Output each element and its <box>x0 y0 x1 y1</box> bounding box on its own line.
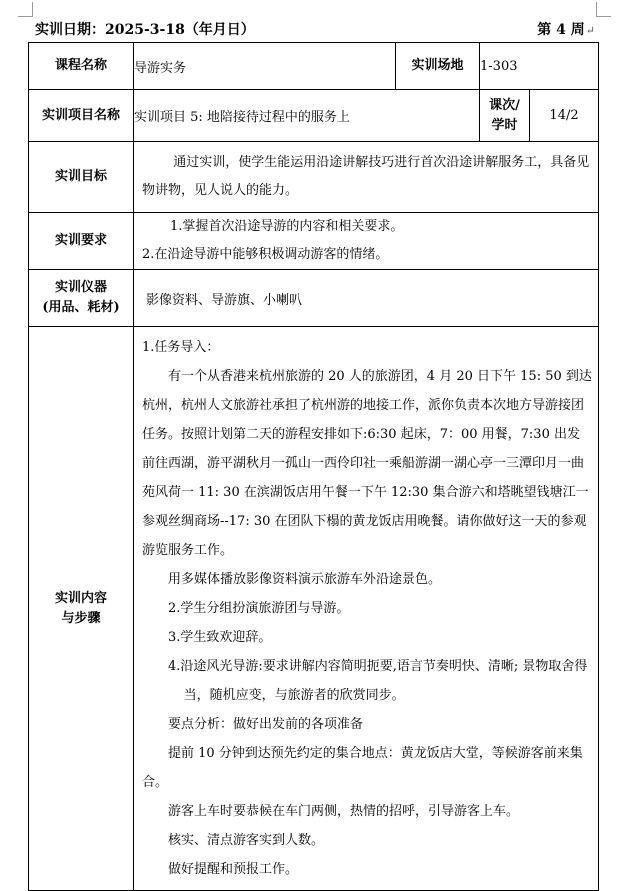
page-corner-mark-right <box>596 2 611 17</box>
boarding-instruction: 游客上车时要恭候在车门两侧，热情的招呼，引导游客上车。 <box>168 804 520 819</box>
project-name-value: 实训项目 5: 地陪接待过程中的服务上 <box>134 90 480 142</box>
requirement-line-1: 1.掌握首次沿途导游的内容和相关要求。 <box>170 219 404 234</box>
venue-value: 1-303 <box>480 43 599 90</box>
content-label-line2: 与步骤 <box>61 610 101 626</box>
venue-label: 实训场地 <box>396 43 480 90</box>
course-name-label: 课程名称 <box>29 43 134 90</box>
reminder-instruction: 做好提醒和预报工作。 <box>168 862 299 877</box>
course-name-value: 导游实务 <box>134 43 396 90</box>
page-corner-mark-left <box>18 2 33 17</box>
requirement-line-2: 2.在沿途导游中能够积极调动游客的情绪。 <box>142 247 389 262</box>
training-date: 实训日期：2025-3-18（年月日） <box>35 22 255 38</box>
media-line: 用多媒体播放影像资料演示旅游车外沿途景色。 <box>168 572 442 587</box>
equipment-label-line1: 实训仪器 <box>54 280 107 295</box>
goal-text: 通过实训，使学生能运用沿途讲解技巧进行首次沿途讲解服务工，具备见物讲物，见人说人的能力。 <box>142 155 590 198</box>
headcount-instruction: 核实、清点游客实到人数。 <box>168 833 325 848</box>
step-3: 3.学生致欢迎辞。 <box>168 630 272 645</box>
content-label <box>29 327 134 891</box>
project-name-label: 实训项目名称 <box>29 90 134 142</box>
document-header <box>35 19 595 39</box>
row-goal <box>29 142 599 213</box>
session-hours-label-line1: 课次/ <box>489 97 520 113</box>
equipment-label-line2: (用品、耗材) <box>42 300 120 315</box>
task-body: 有一个从香港来杭州旅游的 20 人的旅游团，4 月 20 日下午 15: 50 到达杭州，杭州人文旅游社承担了杭州游的地接工作，派你负责本次地方导游接团任务。按照计划第二天的游程安排如下:6:30 起床，7：00 用餐，7:30 出发前往西湖，游平湖秋月一孤山一西伶印社一乘船游湖一湖心亭一三潭印月一曲苑风荷一 11: 30 在滨湖饭店用午餐一下午 12:30 集合游六和塔眺望钱塘江一参观丝绸商场--17: 30 在团队下榻的黄龙饭店用晚餐。请你做好这一天的参观游览服务工作。 <box>142 369 592 558</box>
arrival-instruction: 提前 10 分钟到达预先约定的集合地点：黄龙饭店大堂，等候游客前来集合。 <box>142 746 583 790</box>
row-content <box>29 327 599 891</box>
row-requirement <box>29 213 599 270</box>
row-project <box>29 90 599 142</box>
key-points: 要点分析：做好出发前的各项准备 <box>168 717 364 732</box>
equipment-label <box>29 270 134 327</box>
requirement-label: 实训要求 <box>29 213 134 270</box>
training-plan-table <box>28 42 599 891</box>
content-cell <box>134 327 599 891</box>
requirement-cell <box>134 213 599 270</box>
session-hours-label <box>480 90 530 142</box>
session-hours-label-line2: 学时 <box>491 117 518 133</box>
row-equipment <box>29 270 599 327</box>
row-course <box>29 43 599 90</box>
week-number: 第 4 周↵ <box>537 22 595 38</box>
content-label-line1: 实训内容 <box>54 590 107 606</box>
task-title: 1.任务导入： <box>142 340 220 355</box>
goal-cell <box>134 142 599 213</box>
equipment-value: 影像资料、导游旗、小喇叭 <box>134 270 599 327</box>
goal-label: 实训目标 <box>29 142 134 213</box>
session-hours-value: 14/2 <box>530 90 599 142</box>
step-4: 4.沿途风光导游:要求讲解内容简明扼要,语言节奏明快、清晰; 景物取舍得当，随机应变，与旅游者的欣赏同步。 <box>168 659 588 703</box>
step-2: 2.学生分组扮演旅游团与导游。 <box>168 601 350 616</box>
